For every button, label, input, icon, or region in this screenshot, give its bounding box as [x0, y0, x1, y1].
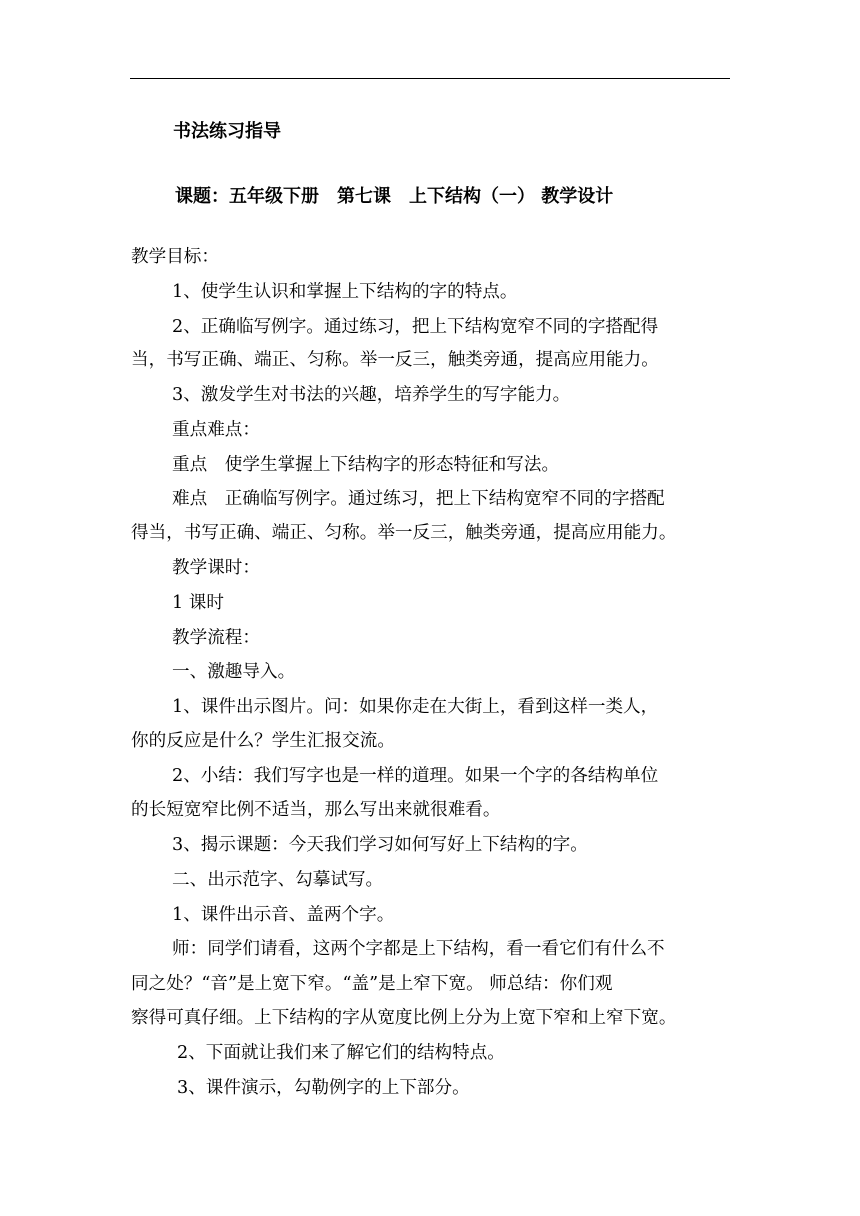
paragraph-line: 2、下面就让我们来了解它们的结构特点。 [177, 1043, 505, 1063]
paragraph-line: 2、正确临写例字。通过练习，把上下结构宽窄不同的字搭配得 [172, 317, 659, 337]
paragraph-line: 同之处？“音”是上宽下窄。“盖”是上窄下宽。 师总结：你们观 [131, 974, 613, 994]
paragraph-line: 一、激趣导入。 [172, 662, 296, 682]
paragraph-line: 察得可真仔细。上下结构的字从宽度比例上分为上宽下窄和上窄下宽。 [131, 1008, 677, 1028]
paragraph-line: 师：同学们请看，这两个字都是上下结构，看一看它们有什么不 [172, 939, 665, 959]
document-title: 书法练习指导 [173, 121, 281, 142]
paragraph-line: 重点难点： [172, 420, 260, 440]
lesson-subtitle: 课题：五年级下册 第七课 上下结构（一） 教学设计 [175, 186, 614, 207]
paragraph-line: 二、出示范字、勾摹试写。 [172, 870, 384, 890]
paragraph-line: 1、课件出示音、盖两个字。 [172, 905, 395, 925]
paragraph-line: 3、课件演示，勾勒例字的上下部分。 [177, 1078, 470, 1098]
paragraph-line: 教学目标： [131, 247, 219, 267]
paragraph-line: 当，书写正确、端正、匀称。举一反三，触类旁通，提高应用能力。 [131, 350, 659, 370]
paragraph-line: 3、激发学生对书法的兴趣，培养学生的写字能力。 [172, 385, 571, 405]
paragraph-line: 教学流程： [172, 628, 260, 648]
paragraph-line: 得当，书写正确、端正、匀称。举一反三，触类旁通，提高应用能力。 [131, 523, 677, 543]
paragraph-line: 重点 使学生掌握上下结构字的形态特征和写法。 [172, 455, 560, 475]
paragraph-line: 的长短宽窄比例不适当，那么写出来就很难看。 [131, 800, 501, 820]
paragraph-line: 1、使学生认识和掌握上下结构的字的特点。 [172, 282, 518, 302]
paragraph-line: 3、揭示课题：今天我们学习如何写好上下结构的字。 [172, 835, 588, 855]
paragraph-line: 教学课时： [172, 558, 260, 578]
paragraph-line: 难点 正确临写例字。通过练习，把上下结构宽窄不同的字搭配 [172, 489, 665, 509]
paragraph-line: 2、小结：我们写字也是一样的道理。如果一个字的各结构单位 [172, 766, 659, 786]
paragraph-line: 你的反应是什么？学生汇报交流。 [131, 731, 395, 751]
header-rule [130, 78, 730, 79]
paragraph-line: 1、课件出示图片。问：如果你走在大街上，看到这样一类人， [172, 697, 659, 717]
paragraph-line: 1 课时 [172, 593, 224, 613]
